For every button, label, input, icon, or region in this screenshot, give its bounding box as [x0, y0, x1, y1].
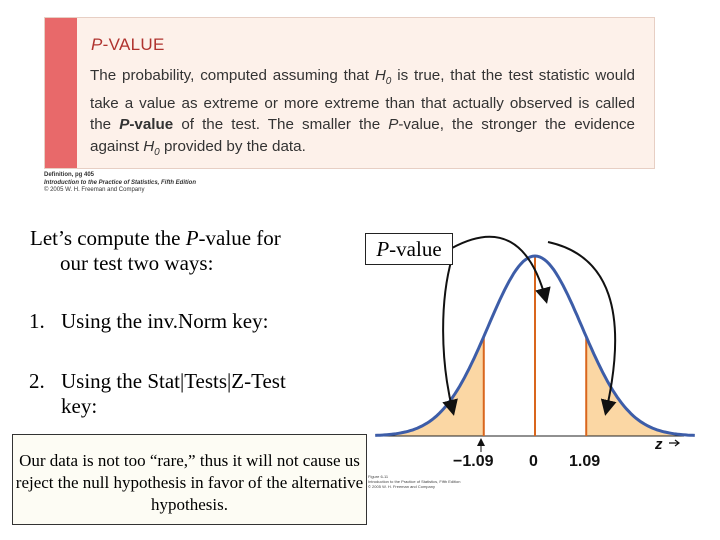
definition-text: The probability, computed assuming that $H_0$ is true, that the test statistic would take a value as extreme or more extreme than that actually observed is called the P-value of the test. The smaller the P-value, the stronger the evidence against $H_0$ provided by the data.	[90, 67, 636, 158]
z-axis-label: z	[655, 436, 663, 453]
arrow-guide	[397, 250, 454, 412]
step-1: 1. Using the inv.Norm key:	[29, 309, 269, 333]
step-2: 2. Using the Stat|Tests|Z-Test key:	[29, 369, 286, 418]
tick-label-neg: −1.09	[453, 453, 494, 470]
arrow-to-center	[452, 237, 546, 300]
pvalue-label: P-value	[365, 233, 453, 265]
intro-text: Let’s compute the P-value for our test two ways:	[30, 226, 281, 275]
tick-label-pos: 1.09	[569, 453, 601, 470]
definition-title: P-VALUE	[91, 35, 165, 54]
z-axis-arrow-icon	[669, 440, 679, 446]
tick-label-zero: 0	[529, 453, 538, 470]
definition-source: Definition, pg 405 Introduction to the Practice of Statistics, Fifth Edition © 2005 W. H. Freeman and Company	[44, 172, 197, 193]
arrow-to-left-tail	[443, 258, 453, 412]
conclusion-box: Our data is not too “rare,” thus it will not cause us reject the null hypothesis in favor of the alternative hypothesis.	[12, 434, 367, 525]
figure-caption: Figure 6-11 Introduction to the Practice of Statistics, Fifth Edition © 2005 W. H. Freeman and Company	[368, 474, 461, 489]
